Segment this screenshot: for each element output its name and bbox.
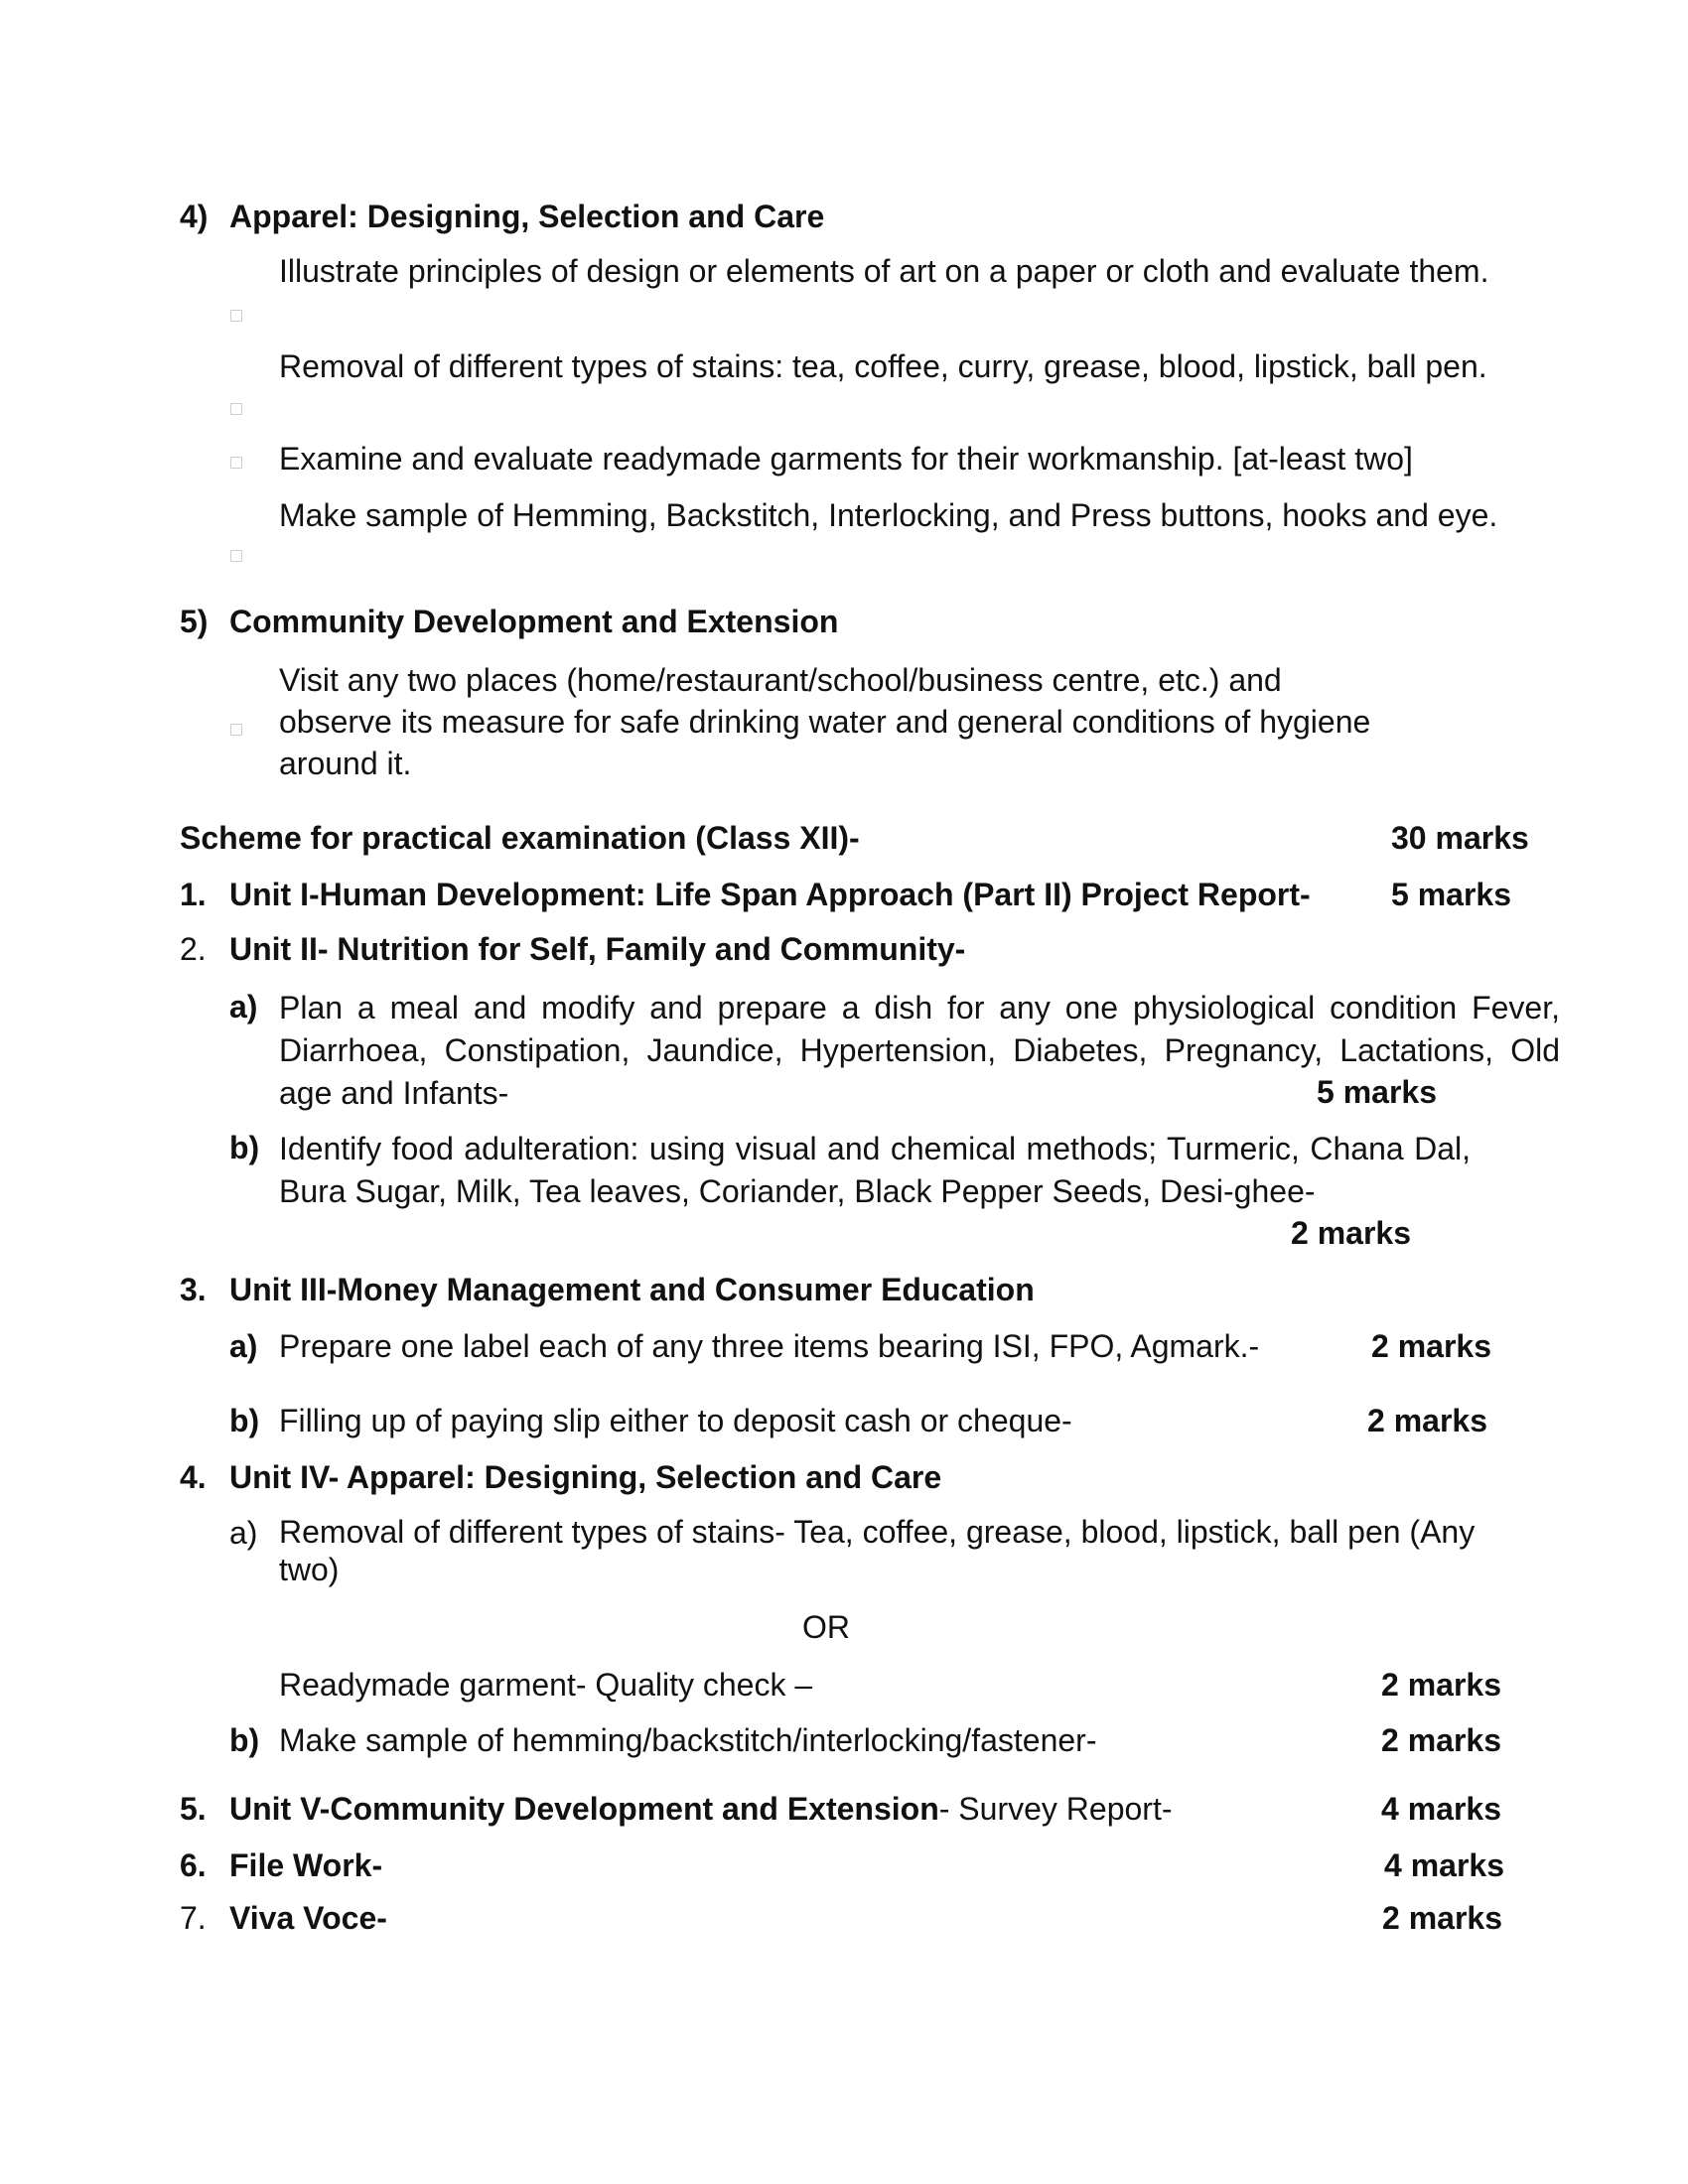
scheme-item-4b-marks: 2 marks bbox=[1381, 1722, 1501, 1758]
scheme-item-3-number: 3. bbox=[180, 1272, 207, 1307]
section-5-bullet-line-2: observe its measure for safe drinking water and general conditions of hygiene bbox=[279, 704, 1371, 740]
scheme-item-4-number: 4. bbox=[180, 1459, 207, 1495]
bullet-icon bbox=[230, 403, 242, 415]
scheme-item-2a-marks: 5 marks bbox=[1317, 1074, 1437, 1110]
scheme-title: Scheme for practical examination (Class XII)- bbox=[180, 820, 860, 856]
section-4-bullet-2: Removal of different types of stains: tea, coffee, curry, grease, blood, lipstick, ball pen. bbox=[279, 348, 1487, 384]
scheme-item-2-text: Unit II- Nutrition for Self, Family and Community- bbox=[229, 931, 966, 967]
section-4-bullet-1: Illustrate principles of design or elements of art on a paper or cloth and evaluate them. bbox=[279, 253, 1489, 289]
scheme-item-3a-label: a) bbox=[229, 1328, 258, 1364]
scheme-item-4-alt-text: Readymade garment- Quality check – bbox=[279, 1667, 813, 1703]
scheme-item-2b-marks: 2 marks bbox=[1291, 1215, 1411, 1251]
or-separator: OR bbox=[802, 1609, 850, 1645]
bullet-icon bbox=[230, 457, 242, 469]
scheme-item-4b-label: b) bbox=[229, 1722, 260, 1758]
scheme-item-3a-marks: 2 marks bbox=[1371, 1328, 1491, 1364]
scheme-item-2a-label: a) bbox=[229, 989, 258, 1024]
section-5-bullet-line-3: around it. bbox=[279, 746, 412, 781]
scheme-total-marks: 30 marks bbox=[1391, 820, 1529, 856]
scheme-item-4-text: Unit IV- Apparel: Designing, Selection and Care bbox=[229, 1459, 942, 1495]
scheme-item-5-marks: 4 marks bbox=[1381, 1791, 1501, 1827]
bullet-icon bbox=[230, 550, 242, 562]
scheme-item-1-text: Unit I-Human Development: Life Span Approach (Part II) Project Report- bbox=[229, 877, 1311, 912]
section-5-number: 5) bbox=[180, 604, 209, 639]
scheme-item-6-text: File Work- bbox=[229, 1847, 383, 1883]
scheme-item-4b-text: Make sample of hemming/backstitch/interlocking/fastener- bbox=[279, 1722, 1097, 1758]
section-4-number: 4) bbox=[180, 199, 209, 234]
scheme-item-7-marks: 2 marks bbox=[1382, 1900, 1502, 1936]
section-4-bullet-3: Examine and evaluate readymade garments for their workmanship. [at-least two] bbox=[279, 441, 1413, 477]
scheme-item-5-suffix: - Survey Report- bbox=[938, 1791, 1173, 1827]
section-4-bullet-4: Make sample of Hemming, Backstitch, Interlocking, and Press buttons, hooks and eye. bbox=[279, 497, 1498, 533]
scheme-item-3b-text: Filling up of paying slip either to deposit cash or cheque- bbox=[279, 1403, 1072, 1438]
scheme-item-1-number: 1. bbox=[180, 877, 207, 912]
scheme-item-6-number: 6. bbox=[180, 1847, 207, 1883]
scheme-item-3-text: Unit III-Money Management and Consumer Education bbox=[229, 1272, 1035, 1307]
scheme-item-4a-text: Removal of different types of stains- Tea, coffee, grease, blood, lipstick, ball pen (Any two) bbox=[279, 1514, 1476, 1588]
scheme-item-2-number: 2. bbox=[180, 931, 207, 967]
scheme-item-2a-text: Plan a meal and modify and prepare a dish for any one physiological condition Fever, Diarrhoea, Constipation, Jaundice, Hypertension, Diabetes, Pregnancy, Lactations, Old age and Infants- bbox=[279, 990, 1560, 1111]
scheme-item-4-alt-marks: 2 marks bbox=[1381, 1667, 1501, 1703]
scheme-item-5-title: Unit V-Community Development and Extension bbox=[229, 1791, 939, 1827]
scheme-item-7-text: Viva Voce- bbox=[229, 1900, 387, 1936]
section-5-bullet-line-1: Visit any two places (home/restaurant/school/business centre, etc.) and bbox=[279, 662, 1282, 698]
scheme-item-5-line bbox=[229, 1789, 1172, 1831]
scheme-item-7-number: 7. bbox=[180, 1900, 207, 1936]
scheme-item-3a-text: Prepare one label each of any three items bearing ISI, FPO, Agmark.- bbox=[279, 1328, 1260, 1364]
scheme-item-2b-label: b) bbox=[229, 1130, 260, 1165]
bullet-icon bbox=[230, 310, 242, 322]
scheme-item-4a-label: a) bbox=[229, 1515, 258, 1551]
scheme-item-6-marks: 4 marks bbox=[1384, 1847, 1504, 1883]
bullet-icon bbox=[230, 724, 242, 736]
scheme-item-3b-label: b) bbox=[229, 1403, 260, 1438]
scheme-item-5-number: 5. bbox=[180, 1791, 207, 1827]
scheme-item-1-marks: 5 marks bbox=[1391, 877, 1511, 912]
scheme-item-3b-marks: 2 marks bbox=[1367, 1403, 1487, 1438]
section-5-title: Community Development and Extension bbox=[229, 604, 839, 639]
section-4-title: Apparel: Designing, Selection and Care bbox=[229, 199, 825, 234]
scheme-item-2b-text: Identify food adulteration: using visual and chemical methods; Turmeric, Chana Dal, Bura Sugar, Milk, Tea leaves, Coriander, Black Pepper Seeds, Desi-ghee- bbox=[279, 1131, 1471, 1209]
